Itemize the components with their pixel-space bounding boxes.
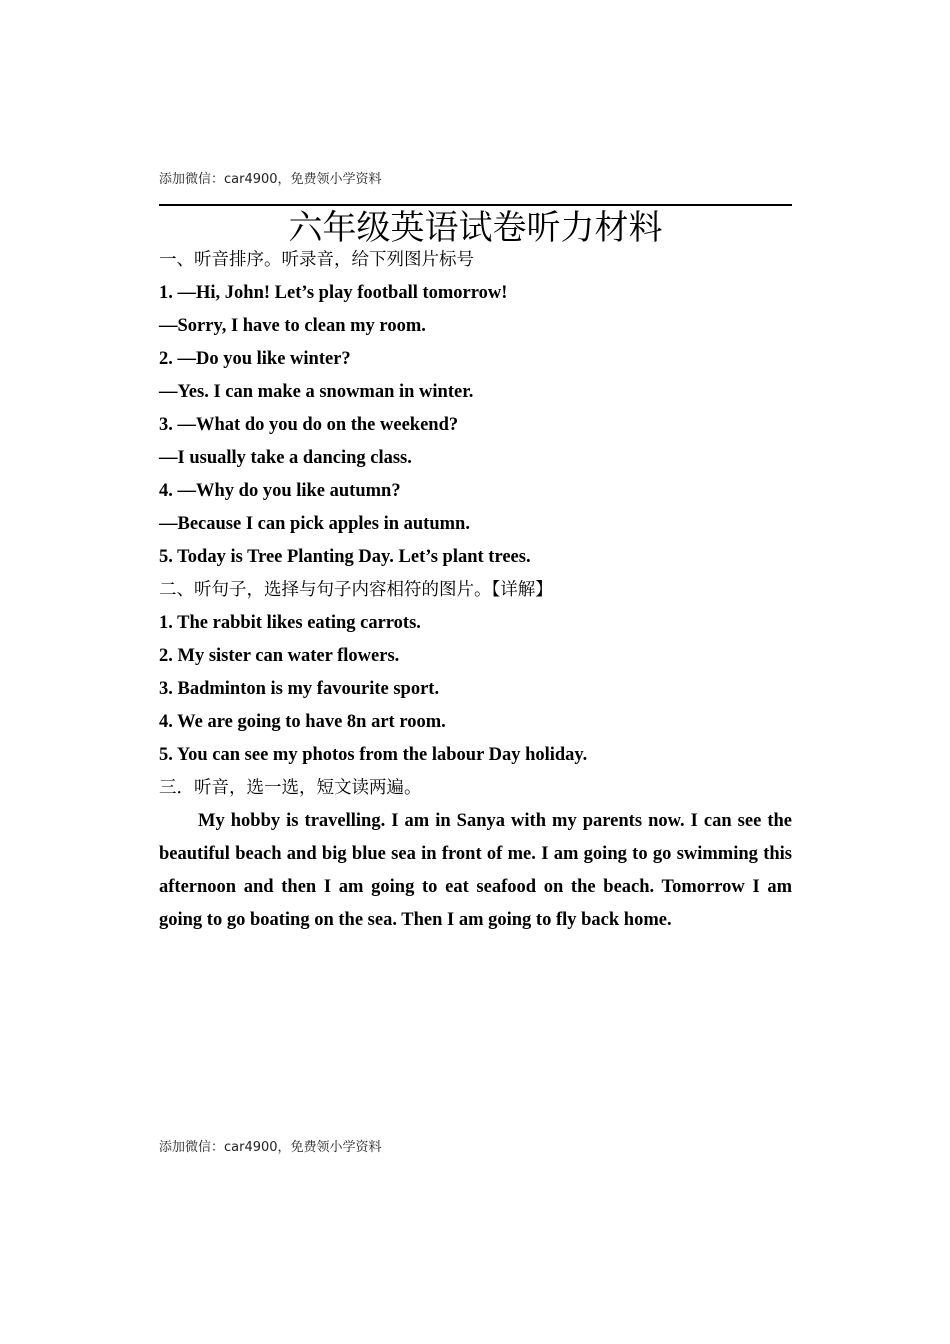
section-1-heading: 一、听音排序。听录音，给下列图片标号 bbox=[159, 250, 474, 270]
section-2-line: 4. We are going to have 8n art room. bbox=[159, 712, 446, 732]
page-title: 六年级英语试卷听力材料 bbox=[288, 208, 663, 248]
section-1-line: —Sorry, I have to clean my room. bbox=[159, 316, 426, 336]
document-body bbox=[159, 244, 799, 937]
section-2-line: 5. You can see my photos from the labour Day holiday. bbox=[159, 745, 588, 765]
section-1-line: 4. —Why do you like autumn? bbox=[159, 481, 401, 501]
section-1-line: 1. —Hi, John! Let’s play football tomorrow! bbox=[159, 283, 508, 303]
section-2-line: 2. My sister can water flowers. bbox=[159, 646, 400, 666]
section-2-heading: 二、听句子，选择与句子内容相符的图片。【详解】 bbox=[159, 580, 553, 600]
section-3-paragraph: My hobby is travelling. I am in Sanya with my parents now. I can see the beautiful beach and big blue sea in front of me. I am going to go swimming this afternoon and then I am going to eat seafood on the beach. Tomorrow I am going to go boating on the sea. Then I am going to fly back home. bbox=[159, 811, 792, 930]
section-1-line: 3. —What do you do on the weekend? bbox=[159, 415, 459, 435]
section-1-line: 2. —Do you like winter? bbox=[159, 349, 351, 369]
section-1-line: —Yes. I can make a snowman in winter. bbox=[159, 382, 474, 402]
section-1-line: 5. Today is Tree Planting Day. Let’s plant trees. bbox=[159, 547, 531, 567]
section-1-line: —I usually take a dancing class. bbox=[159, 448, 412, 468]
footer-note: 添加微信：car4900，免费领小学资料 bbox=[159, 1140, 382, 1155]
section-2-line: 1. The rabbit likes eating carrots. bbox=[159, 613, 421, 633]
section-1-line: —Because I can pick apples in autumn. bbox=[159, 514, 470, 534]
section-3-heading: 三．听音，选一选，短文读两遍。 bbox=[159, 778, 422, 798]
header-note: 添加微信：car4900，免费领小学资料 bbox=[159, 172, 382, 187]
section-2-line: 3. Badminton is my favourite sport. bbox=[159, 679, 440, 699]
